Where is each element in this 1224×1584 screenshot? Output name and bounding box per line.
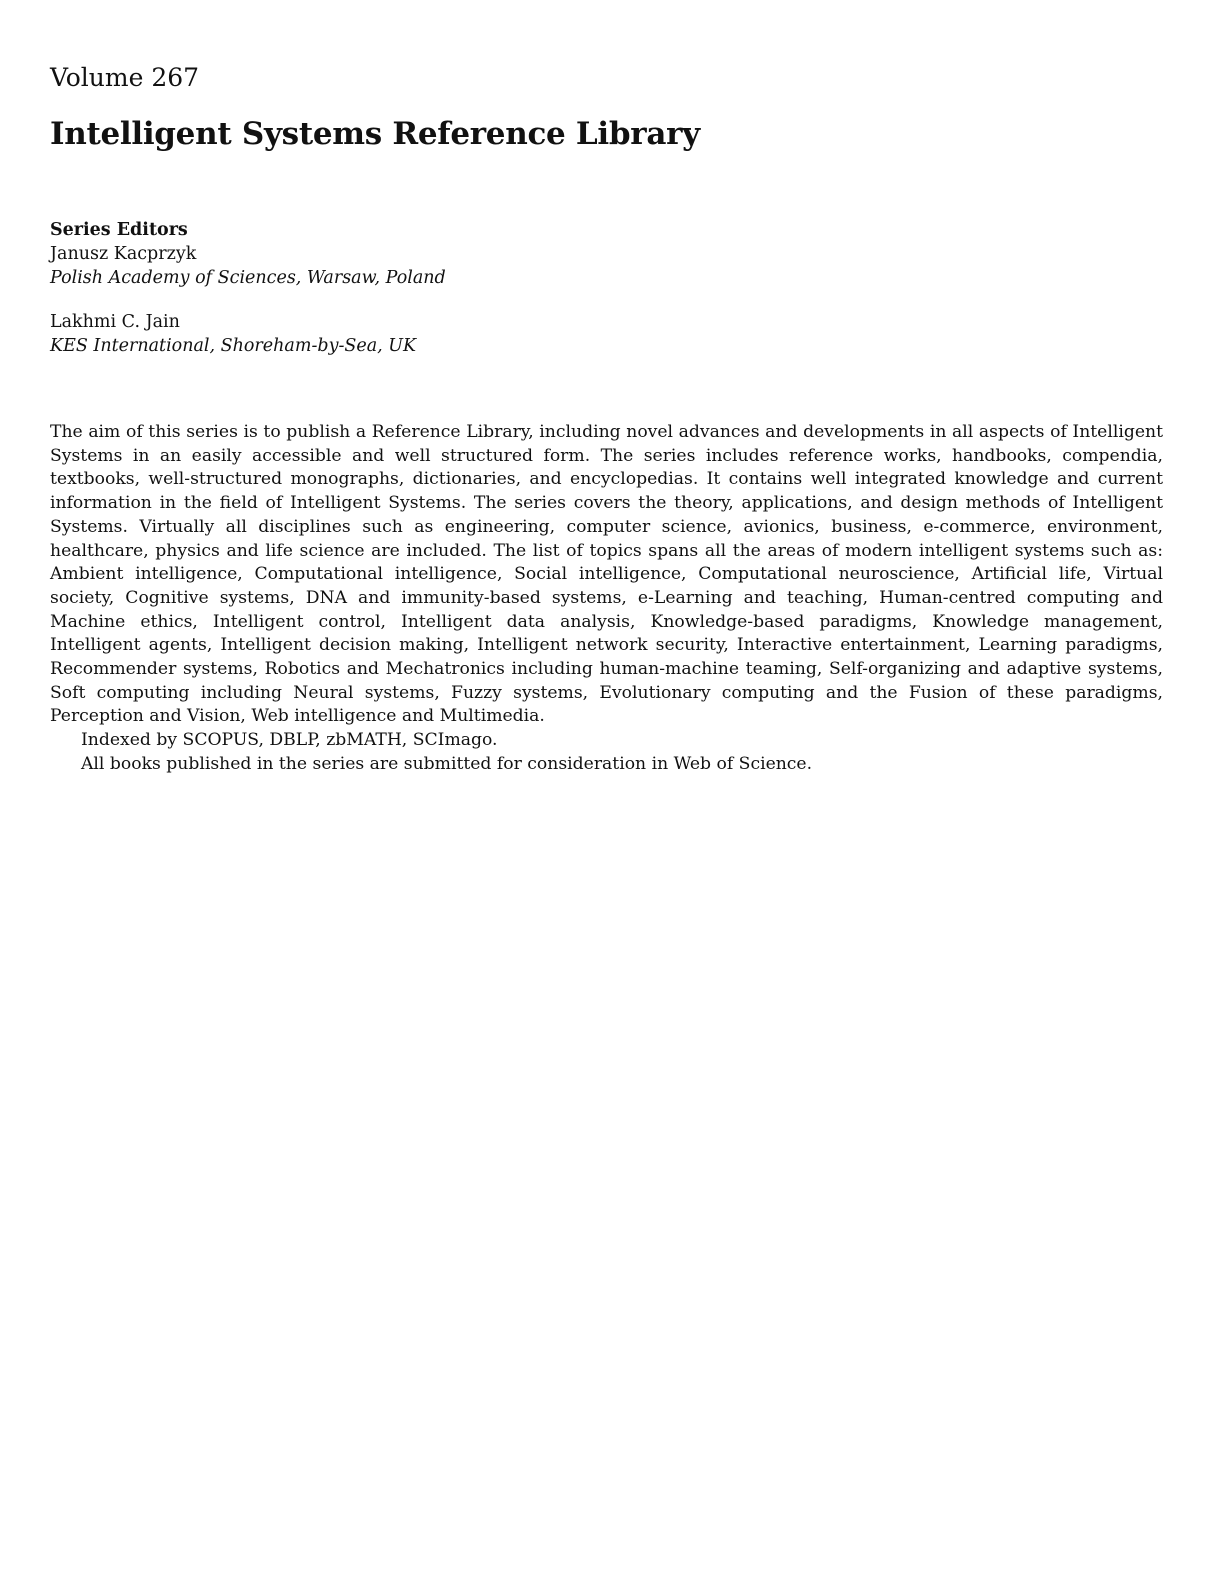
editors-heading: Series Editors (50, 220, 188, 240)
editor-name: Lakhmi C. Jain (50, 312, 180, 332)
editor-entry (50, 310, 446, 358)
submission-statement: All books published in the series are submitted for consideration in Web of Science. (81, 753, 813, 774)
series-title: Intelligent Systems Reference Library (50, 116, 700, 152)
aim-paragraph: The aim of this series is to publish a Reference Library, including novel advances and developments in all aspects of Intelligent Systems in an easily accessible and well structured form. The series includes reference works, handbooks, compendia, textbooks, well-structured monographs, dictionaries, and encyclopedias. It contains well integrated knowledge and current information in the field of Intelligent Systems. The series covers the theory, applications, and design methods of Intelligent Systems. Virtually all disciplines such as engineering, computer science, avionics, business, e-commerce, environment, healthcare, physics and life science are included. The list of topics spans all the areas of modern intelligent systems such as: Ambient intelligence, Computational intelligence, Social intelligence, Computational neuroscience, Artificial life, Virtual society, Cognitive systems, DNA and immunity-based systems, e-Learning and teaching, Human-centred computing and Machine ethics, Intelligent control, Intelligent data analysis, Knowledge-based paradigms, Knowledge management, Intelligent agents, Intelligent decision making, Intelligent network security, Interactive entertainment, Learning paradigms, Recommender systems, Robotics and Mechatronics including human-machine teaming, Self-organizing and adaptive systems, Soft computing including Neural systems, Fuzzy systems, Evolutionary computing and the Fusion of these paradigms, Perception and Vision, Web intelligence and Multimedia. (50, 422, 1163, 727)
series-editors (50, 218, 446, 358)
editor-entry (50, 242, 446, 290)
indexed-statement: Indexed by SCOPUS, DBLP, zbMATH, SCImago. (81, 730, 498, 751)
editor-affiliation: Polish Academy of Sciences, Warsaw, Poland (50, 268, 446, 288)
volume-number: Volume 267 (50, 63, 200, 92)
editor-name: Janusz Kacprzyk (50, 244, 197, 264)
editor-affiliation: KES International, Shoreham-by-Sea, UK (50, 336, 417, 356)
series-description (50, 421, 1163, 777)
